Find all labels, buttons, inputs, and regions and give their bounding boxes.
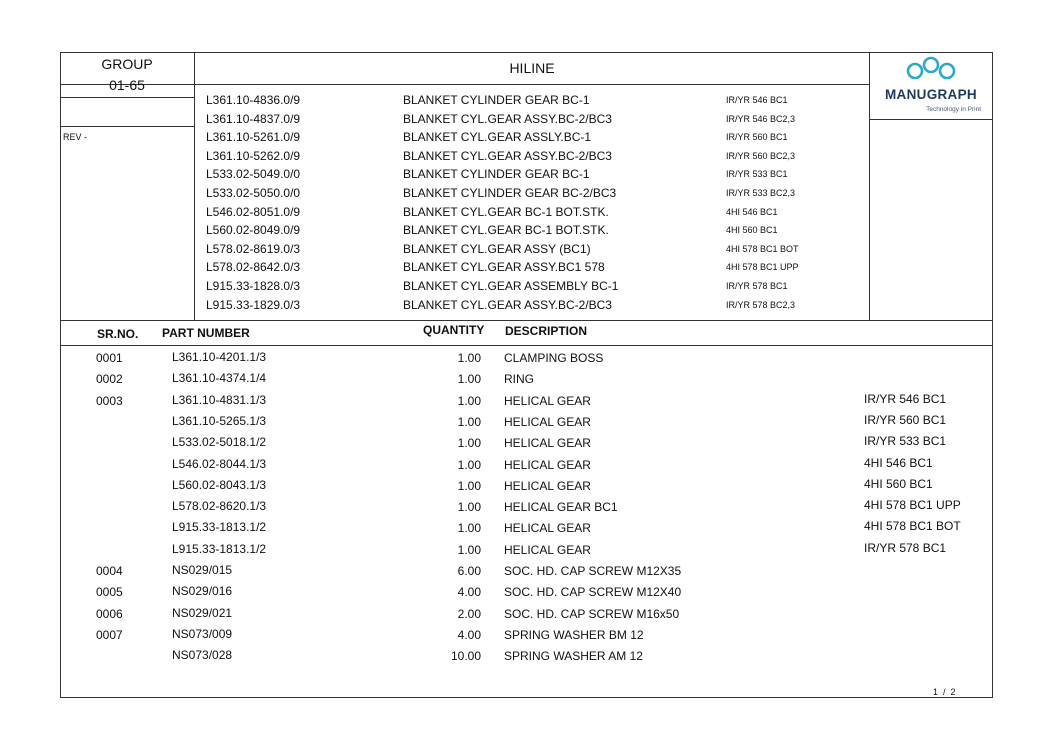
revision-label: REV - <box>63 132 88 142</box>
page-number: 1 / 2 <box>933 687 956 697</box>
row-quantity: 1.00 <box>457 543 481 557</box>
assembly-part-number: L915.33-1828.0/3 <box>206 279 301 293</box>
row-part-number: NS029/015 <box>172 563 233 577</box>
group-column-divider <box>194 52 195 321</box>
row-description: SOC. HD. CAP SCREW M16x50 <box>504 607 680 621</box>
row-note: 4HI 560 BC1 <box>864 477 933 491</box>
row-description: CLAMPING BOSS <box>504 351 604 365</box>
assembly-part-number: L578.02-8619.0/3 <box>206 242 301 256</box>
assembly-code: IR/YR 578 BC1 <box>726 281 788 291</box>
group-box-rev-line <box>60 126 195 127</box>
row-note: 4HI 578 BC1 UPP <box>864 498 961 512</box>
row-note: 4HI 546 BC1 <box>864 456 933 470</box>
assembly-part-number: L361.10-5262.0/9 <box>206 149 301 163</box>
row-part-number: L560.02-8043.1/3 <box>172 478 267 492</box>
row-description: HELICAL GEAR <box>504 415 591 429</box>
row-sr-no: 0007 <box>96 628 123 642</box>
manugraph-logo <box>871 54 991 118</box>
row-quantity: 1.00 <box>457 479 481 493</box>
assembly-description: BLANKET CYL.GEAR ASSY.BC-2/BC3 <box>403 298 612 312</box>
row-description: SOC. HD. CAP SCREW M12X35 <box>504 564 682 578</box>
row-quantity: 10.00 <box>450 649 481 663</box>
row-quantity: 1.00 <box>457 372 481 386</box>
assembly-description: BLANKET CYL.GEAR ASSY.BC-2/BC3 <box>403 112 612 126</box>
logo-tagline: Technology in Print <box>926 106 981 113</box>
assembly-description: BLANKET CYL.GEAR ASSEMBLY BC-1 <box>403 279 619 293</box>
row-part-number: NS029/021 <box>172 606 233 620</box>
assembly-code: IR/YR 560 BC2,3 <box>726 151 796 161</box>
group-box-bottom <box>60 97 195 98</box>
logo-wordmark: MANUGRAPH <box>885 87 977 102</box>
group-label: GROUP <box>101 56 153 72</box>
column-header-bottom <box>60 345 993 346</box>
row-quantity: 1.00 <box>457 415 481 429</box>
row-quantity: 1.00 <box>457 521 481 535</box>
row-part-number: L361.10-4201.1/3 <box>172 350 267 364</box>
row-quantity: 1.00 <box>457 500 481 514</box>
row-description: SPRING WASHER BM 12 <box>504 628 644 642</box>
row-part-number: L546.02-8044.1/3 <box>172 457 267 471</box>
row-description: RING <box>504 372 534 386</box>
assembly-part-number: L361.10-4836.0/9 <box>206 93 301 107</box>
assembly-part-number: L533.02-5050.0/0 <box>206 186 301 200</box>
row-description: HELICAL GEAR <box>504 394 591 408</box>
row-part-number: NS073/028 <box>172 648 233 662</box>
row-description: HELICAL GEAR <box>504 458 591 472</box>
row-description: HELICAL GEAR <box>504 479 591 493</box>
assembly-part-number: L560.02-8049.0/9 <box>206 223 301 237</box>
row-part-number: L361.10-4831.1/3 <box>172 393 267 407</box>
row-quantity: 4.00 <box>457 585 481 599</box>
row-sr-no: 0002 <box>96 372 123 386</box>
assembly-part-number: L546.02-8051.0/9 <box>206 205 301 219</box>
row-part-number: L915.33-1813.1/2 <box>172 542 267 556</box>
row-note: IR/YR 578 BC1 <box>864 541 947 555</box>
row-part-number: L578.02-8620.1/3 <box>172 499 267 513</box>
row-part-number: NS029/016 <box>172 584 233 598</box>
assembly-code: 4HI 578 BC1 BOT <box>726 244 799 254</box>
row-part-number: L915.33-1813.1/2 <box>172 520 267 534</box>
column-header-part-number: PART NUMBER <box>162 326 250 340</box>
row-description: HELICAL GEAR <box>504 543 591 557</box>
group-code: 01-65 <box>109 77 145 93</box>
assembly-section-bottom <box>60 320 993 321</box>
row-part-number: L361.10-5265.1/3 <box>172 414 267 428</box>
assembly-code: IR/YR 533 BC1 <box>726 169 788 179</box>
assembly-part-number: L361.10-5261.0/9 <box>206 130 301 144</box>
row-description: HELICAL GEAR BC1 <box>504 500 618 514</box>
row-sr-no: 0005 <box>96 585 123 599</box>
assembly-part-number: L533.02-5049.0/0 <box>206 167 301 181</box>
row-description: SOC. HD. CAP SCREW M12X40 <box>504 585 682 599</box>
row-note: IR/YR 560 BC1 <box>864 413 947 427</box>
logo-column-divider <box>869 52 870 321</box>
assembly-code: IR/YR 546 BC2,3 <box>726 114 796 124</box>
row-description: HELICAL GEAR <box>504 521 591 535</box>
row-note: IR/YR 546 BC1 <box>864 392 947 406</box>
assembly-code: 4HI 546 BC1 <box>726 207 778 217</box>
assembly-code: 4HI 578 BC1 UPP <box>726 262 799 272</box>
row-quantity: 1.00 <box>457 394 481 408</box>
row-note: IR/YR 533 BC1 <box>864 434 947 448</box>
assembly-code: IR/YR 560 BC1 <box>726 132 788 142</box>
assembly-part-number: L578.02-8642.0/3 <box>206 260 301 274</box>
row-sr-no: 0001 <box>96 351 123 365</box>
row-quantity: 1.00 <box>457 351 481 365</box>
row-quantity: 1.00 <box>457 436 481 450</box>
assembly-description: BLANKET CYL.GEAR BC-1 BOT.STK. <box>403 205 609 219</box>
assembly-code: IR/YR 578 BC2,3 <box>726 300 796 310</box>
logo-box-bottom <box>869 119 993 120</box>
assembly-description: BLANKET CYL.GEAR BC-1 BOT.STK. <box>403 223 609 237</box>
column-header-description: DESCRIPTION <box>505 324 588 338</box>
assembly-description: BLANKET CYL.GEAR ASSY (BC1) <box>403 242 591 256</box>
assembly-part-number: L361.10-4837.0/9 <box>206 112 301 126</box>
row-description: SPRING WASHER AM 12 <box>504 649 643 663</box>
row-part-number: L533.02-5018.1/2 <box>172 435 267 449</box>
row-description: HELICAL GEAR <box>504 436 591 450</box>
assembly-code: 4HI 560 BC1 <box>726 225 778 235</box>
logo-mark-icon <box>871 54 991 88</box>
page-title: HILINE <box>509 60 555 76</box>
assembly-description: BLANKET CYL.GEAR ASSY.BC1 578 <box>403 260 605 274</box>
row-quantity: 4.00 <box>457 628 481 642</box>
assembly-description: BLANKET CYLINDER GEAR BC-2/BC3 <box>403 186 617 200</box>
assembly-description: BLANKET CYL.GEAR ASSY.BC-2/BC3 <box>403 149 612 163</box>
row-part-number: L361.10-4374.1/4 <box>172 371 267 385</box>
row-sr-no: 0003 <box>96 394 123 408</box>
row-quantity: 1.00 <box>457 458 481 472</box>
row-sr-no: 0004 <box>96 564 123 578</box>
row-quantity: 2.00 <box>457 607 481 621</box>
assembly-description: BLANKET CYLINDER GEAR BC-1 <box>403 167 590 181</box>
column-header-quantity: QUANTITY <box>423 323 485 337</box>
assembly-description: BLANKET CYLINDER GEAR BC-1 <box>403 93 590 107</box>
assembly-code: IR/YR 533 BC2,3 <box>726 188 796 198</box>
row-quantity: 6.00 <box>457 564 481 578</box>
assembly-code: IR/YR 546 BC1 <box>726 95 788 105</box>
column-header-sr-no: SR.NO. <box>97 327 139 341</box>
row-note: 4HI 578 BC1 BOT <box>864 519 961 533</box>
assembly-part-number: L915.33-1829.0/3 <box>206 298 301 312</box>
assembly-description: BLANKET CYL.GEAR ASSLY.BC-1 <box>403 130 592 144</box>
row-sr-no: 0006 <box>96 607 123 621</box>
row-part-number: NS073/009 <box>172 627 233 641</box>
